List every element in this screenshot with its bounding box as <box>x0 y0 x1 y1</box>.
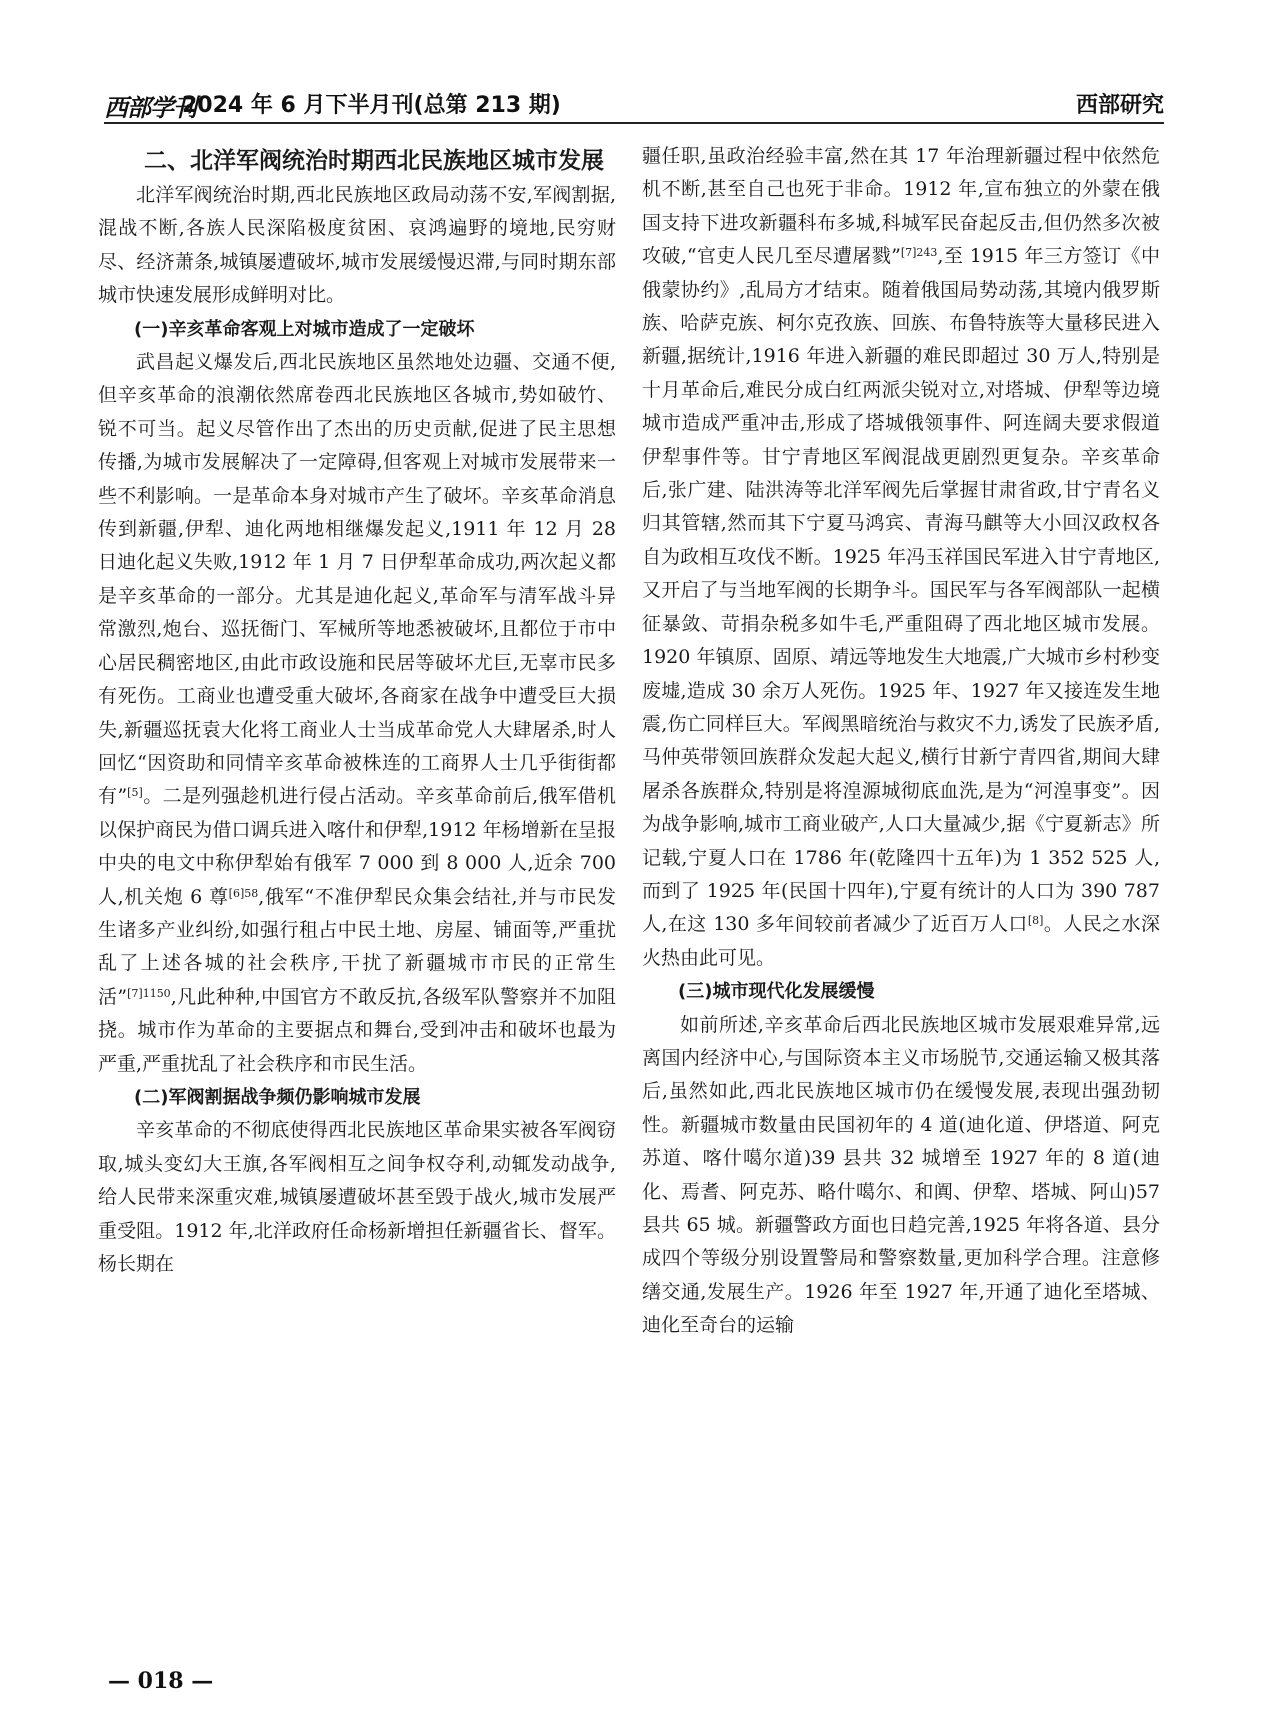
journal-logo: 西部学刊 <box>104 93 196 122</box>
text-run: ,至 1915 年三方签订《中俄蒙协约》,乱局方才结束。随着俄国局势动荡,其境内俄罗斯族、哈萨克族、柯尔克孜族、回族、布鲁特族等大量移民进入新疆,据统计,1916 年进入新疆的难民即超过 30 万人,特别是十月革命后,难民分成白红两派尖锐对立,对塔城、伊犁等边境城市造成严重冲击,形成了塔城俄领事件、阿连阔夫要求假道伊犁事件等。甘宁青地区军阀混战更剧烈更复杂。辛亥革命后,张广建、陆洪涛等北洋军阀先后掌握甘肃省政,甘宁青名义归其管辖,然而其下宁夏马鸿宾、青海马麒等大小回汉政权各自为政相互攻伐不断。1925 年冯玉祥国民军进入甘宁青地区,又开启了与当地军阀的长期争斗。国民军与各军阀部队一起横征暴敛、苛捐杂税多如牛毛,严重阻碍了西北地区城市发展。1920 年镇原、固原、靖远等地发生大地震,广大城市乡村秒变废墟,造成 30 余万人死伤。1925 年、1927 年又接连发生地震,伤亡同样巨大。军阀黑暗统治与救灾不力,诱发了民族矛盾,马仲英带领回族群众发起大起义,横行甘新宁青四省,期间大肆屠杀各族群众,特别是将湟源城彻底血洗,是为“河湟事变”。因为战争影响,城市工商业破产,人口大量减少,据《宁夏新志》所记载,宁夏人口在 1786 年(乾隆四十五年)为 1 352 525 人,而到了 1925 年(民国十四年),宁夏有统计的人口为 390 787 人,在这 130 多年间较前者减少了近百万人口 <box>642 245 1160 936</box>
citation: [5] <box>127 786 143 800</box>
subsection-3-paragraph: 如前所述,辛亥革命后西北民族地区城市发展艰难异常,远离国内经济中心,与国际资本主义市场脱节,交通运输又极其落后,虽然如此,西北民族地区城市仍在缓慢发展,表现出强劲韧性。新疆城市数量由民国初年的 4 道(迪化道、伊塔道、阿克苏道、喀什噶尔道)39 县共 32 城增至 1927 年的 8 道(迪化、焉耆、阿克苏、略什噶尔、和阗、伊犂、塔城、阿山)57 县共 65 城。新疆警政方面也日趋完善,1925 年将各道、县分成四个等级分别设置警局和警察数量,更加科学合理。注意修缮交通,发展生产。1926 年至 1927 年,开通了迪化至塔城、迪化至奇台的运输 <box>642 1013 1160 1337</box>
header-rule <box>104 122 1164 124</box>
page-number: — 018 — <box>108 1668 214 1694</box>
text-run: 武昌起义爆发后,西北民族地区虽然地处边疆、交通不便,但辛亥革命的浪潮依然席卷西北民族地区各城市,势如破竹、锐不可当。起义尽管作出了杰出的历史贡献,促进了民主思想传播,为城市发展解决了一定障碍,但客观上对城市发展带来一些不利影响。一是革命本身对城市产生了破坏。辛亥革命消息传到新疆,伊犁、迪化两地相继爆发起义,1911 年 12 月 28 日迪化起义失败,1912 年 1 月 7 日伊犁革命成功,两次起义都是辛亥革命的一部分。尤其是迪化起义,革命军与清军战斗异常激烈,炮台、巡抚衙门、军械所等地悉被破坏,且都位于市中心居民稠密地区,由此市政设施和民居等破坏尤巨,无辜市民多有死伤。工商业也遭受重大破坏,各商家在战争中遭受巨大损失,新疆巡抚袁大化将工商业人士当成革命党人大肆屠杀,时人回忆“因资助和同情辛亥革命被株连的工商界人士几乎街街都有” <box>98 351 616 808</box>
text-run: ,凡此种种,中国官方不敢反抗,各级军队警察并不加阻挠。城市作为革命的主要据点和舞台,受到冲击和破坏也最为严重,严重扰乱了社会秩序和市民生活。 <box>98 985 617 1075</box>
citation: [6]58 <box>228 886 259 900</box>
section-heading: 二、北洋军阀统治时期西北民族地区城市发展 <box>144 148 604 174</box>
intro-paragraph: 北洋军阀统治时期,西北民族地区政局动荡不安,军阀割据,混战不断,各族人民深陷极度贫困、哀鸿遍野的境地,民穷财尽、经济萧条,城镇屡遭破坏,城市发展缓慢迟滞,与同时期东部城市快速发展形成鲜明对比。 <box>98 184 616 307</box>
citation: [7]243 <box>900 246 938 260</box>
right-column <box>642 140 1160 1343</box>
subsection-1-paragraph <box>98 346 616 1081</box>
section-label: 西部研究 <box>1075 93 1164 118</box>
text-run: ,俄军“不准伊犁民众集会结社,并与市民发生诸多产业纠纷,如强行租占中民土地、房屋、铺面等,严重扰乱了上述各城的社会秩序,干扰了新疆城市市民的正常生活” <box>98 885 617 1008</box>
text-run: 疆任职,虽政治经验丰富,然在其 17 年治理新疆过程中依然危机不断,甚至自己也死于非命。1912 年,宣布独立的外蒙在俄国支持下进攻新疆科布多城,科城军民奋起反击,但仍然多次被攻破,“官吏人民几至尽遭屠戮” <box>642 145 1160 268</box>
text-run: 。二是列强趁机进行侵占活动。辛亥革命前后,俄军借机以保护商民为借口调兵进入喀什和伊犁,1912 年杨增新在呈报中央的电文中称伊犁始有俄军 7 000 到 8 000 人,近余 700 人,机关炮 6 尊 <box>98 785 616 908</box>
subsection-heading-3: (三)城市现代化发展缓慢 <box>678 981 875 1003</box>
subsection-heading-2: (二)军阀割据战争频仍影响城市发展 <box>134 1086 421 1108</box>
text-run: 。人民之水深火热由此可见。 <box>642 913 1160 969</box>
running-header <box>104 84 1164 124</box>
subsection-heading-1: (一)辛亥革命客观上对城市造成了一定破坏 <box>134 318 475 340</box>
subsection-2-paragraph: 辛亥革命的不彻底使得西北民族地区革命果实被各军阀窃取,城头变幻大王旗,各军阀相互之间争权夺利,动辄发动战争,给人民带来深重灾难,城镇屡遭破坏甚至毁于战火,城市发展严重受阻。1912 年,北洋政府任命杨新增担任新疆省长、督军。杨长期在 <box>98 1119 616 1275</box>
left-column <box>98 140 616 1281</box>
continued-paragraph <box>642 140 1160 975</box>
citation: [8] <box>1027 914 1044 928</box>
citation: [7]1150 <box>127 986 171 1000</box>
issue-info: 2024 年 6 月下半月刊(总第 213 期) <box>182 93 561 118</box>
